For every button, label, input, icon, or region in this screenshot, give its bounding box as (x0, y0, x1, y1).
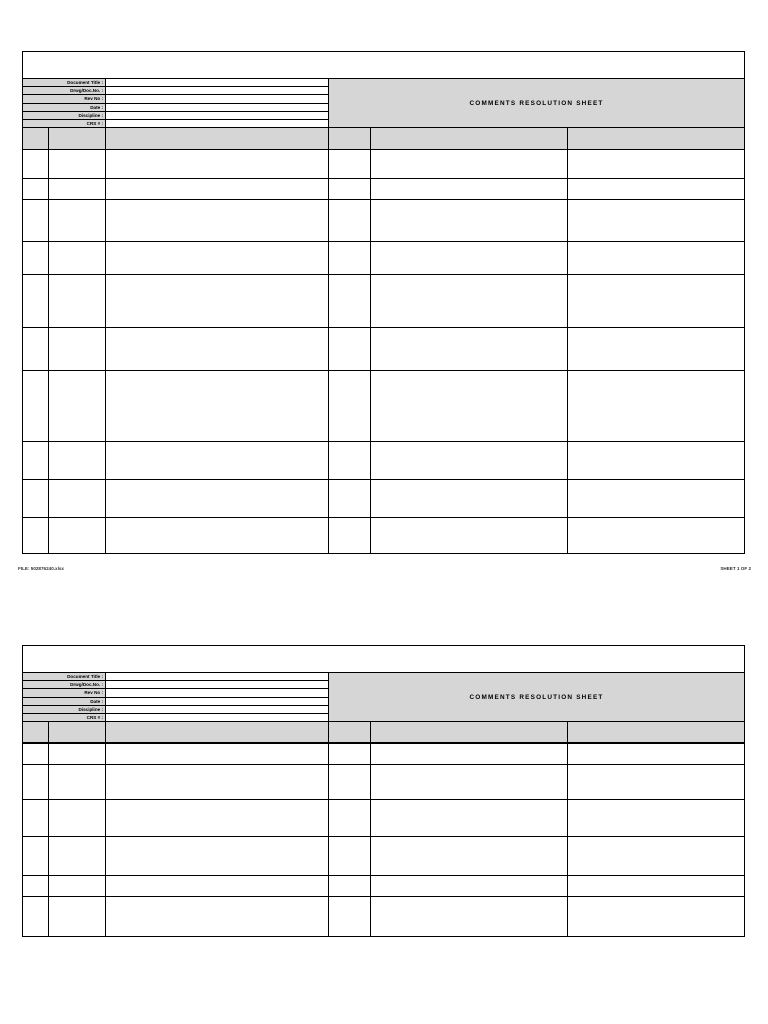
field-value-drwg-doc-no[interactable] (106, 87, 328, 94)
sheet-top-band (23, 646, 744, 673)
field-value-date[interactable] (106, 104, 328, 111)
table-row (23, 200, 744, 242)
field-value-rev-no[interactable] (106, 95, 328, 102)
field-label-drwg-doc-no: Drwg/Doc.No. : (23, 87, 106, 94)
field-label-date: Date : (23, 104, 106, 111)
field-label-discipline: Discipline : (23, 112, 106, 119)
sheet-title: COMMENTS RESOLUTION SHEET (329, 673, 744, 721)
field-label-discipline: Discipline : (23, 706, 106, 713)
table-row (23, 242, 744, 275)
sheet-1 (22, 51, 745, 554)
field-label-crs: CRS # : (23, 714, 106, 721)
field-label-document-title: Document Title : (23, 79, 106, 86)
table-row (23, 442, 744, 480)
table-row (23, 328, 744, 371)
column-header-row (23, 722, 744, 744)
document-fields (23, 673, 329, 721)
table-row (23, 800, 744, 837)
field-label-date: Date : (23, 698, 106, 705)
sheet-title: COMMENTS RESOLUTION SHEET (329, 79, 744, 127)
table-row (23, 480, 744, 518)
field-label-rev-no: Rev No : (23, 95, 106, 102)
sheet-header (23, 79, 744, 128)
footer-filename: FILE: 502876240.xlsx (18, 566, 64, 571)
field-value-discipline[interactable] (106, 706, 328, 713)
field-value-date[interactable] (106, 698, 328, 705)
table-row (23, 876, 744, 897)
sheet-2 (22, 645, 745, 937)
table-row (23, 179, 744, 200)
table-row (23, 371, 744, 442)
field-value-document-title[interactable] (106, 673, 328, 680)
field-label-drwg-doc-no: Drwg/Doc.No. : (23, 681, 106, 688)
sheet-top-band (23, 52, 744, 79)
field-value-document-title[interactable] (106, 79, 328, 86)
table-row (23, 765, 744, 800)
field-value-discipline[interactable] (106, 112, 328, 119)
column-header-row (23, 128, 744, 150)
footer-page-number: SHEET 1 OF 2 (720, 566, 751, 571)
table-row (23, 518, 744, 553)
table-row (23, 150, 744, 179)
field-label-document-title: Document Title : (23, 673, 106, 680)
field-label-crs: CRS # : (23, 120, 106, 127)
table-row (23, 837, 744, 876)
table-row (23, 897, 744, 936)
table-row (23, 275, 744, 328)
field-value-rev-no[interactable] (106, 689, 328, 696)
table-row (23, 744, 744, 765)
document-fields (23, 79, 329, 127)
sheet-header (23, 673, 744, 722)
field-value-crs[interactable] (106, 714, 328, 721)
field-value-drwg-doc-no[interactable] (106, 681, 328, 688)
field-label-rev-no: Rev No : (23, 689, 106, 696)
field-value-crs[interactable] (106, 120, 328, 127)
